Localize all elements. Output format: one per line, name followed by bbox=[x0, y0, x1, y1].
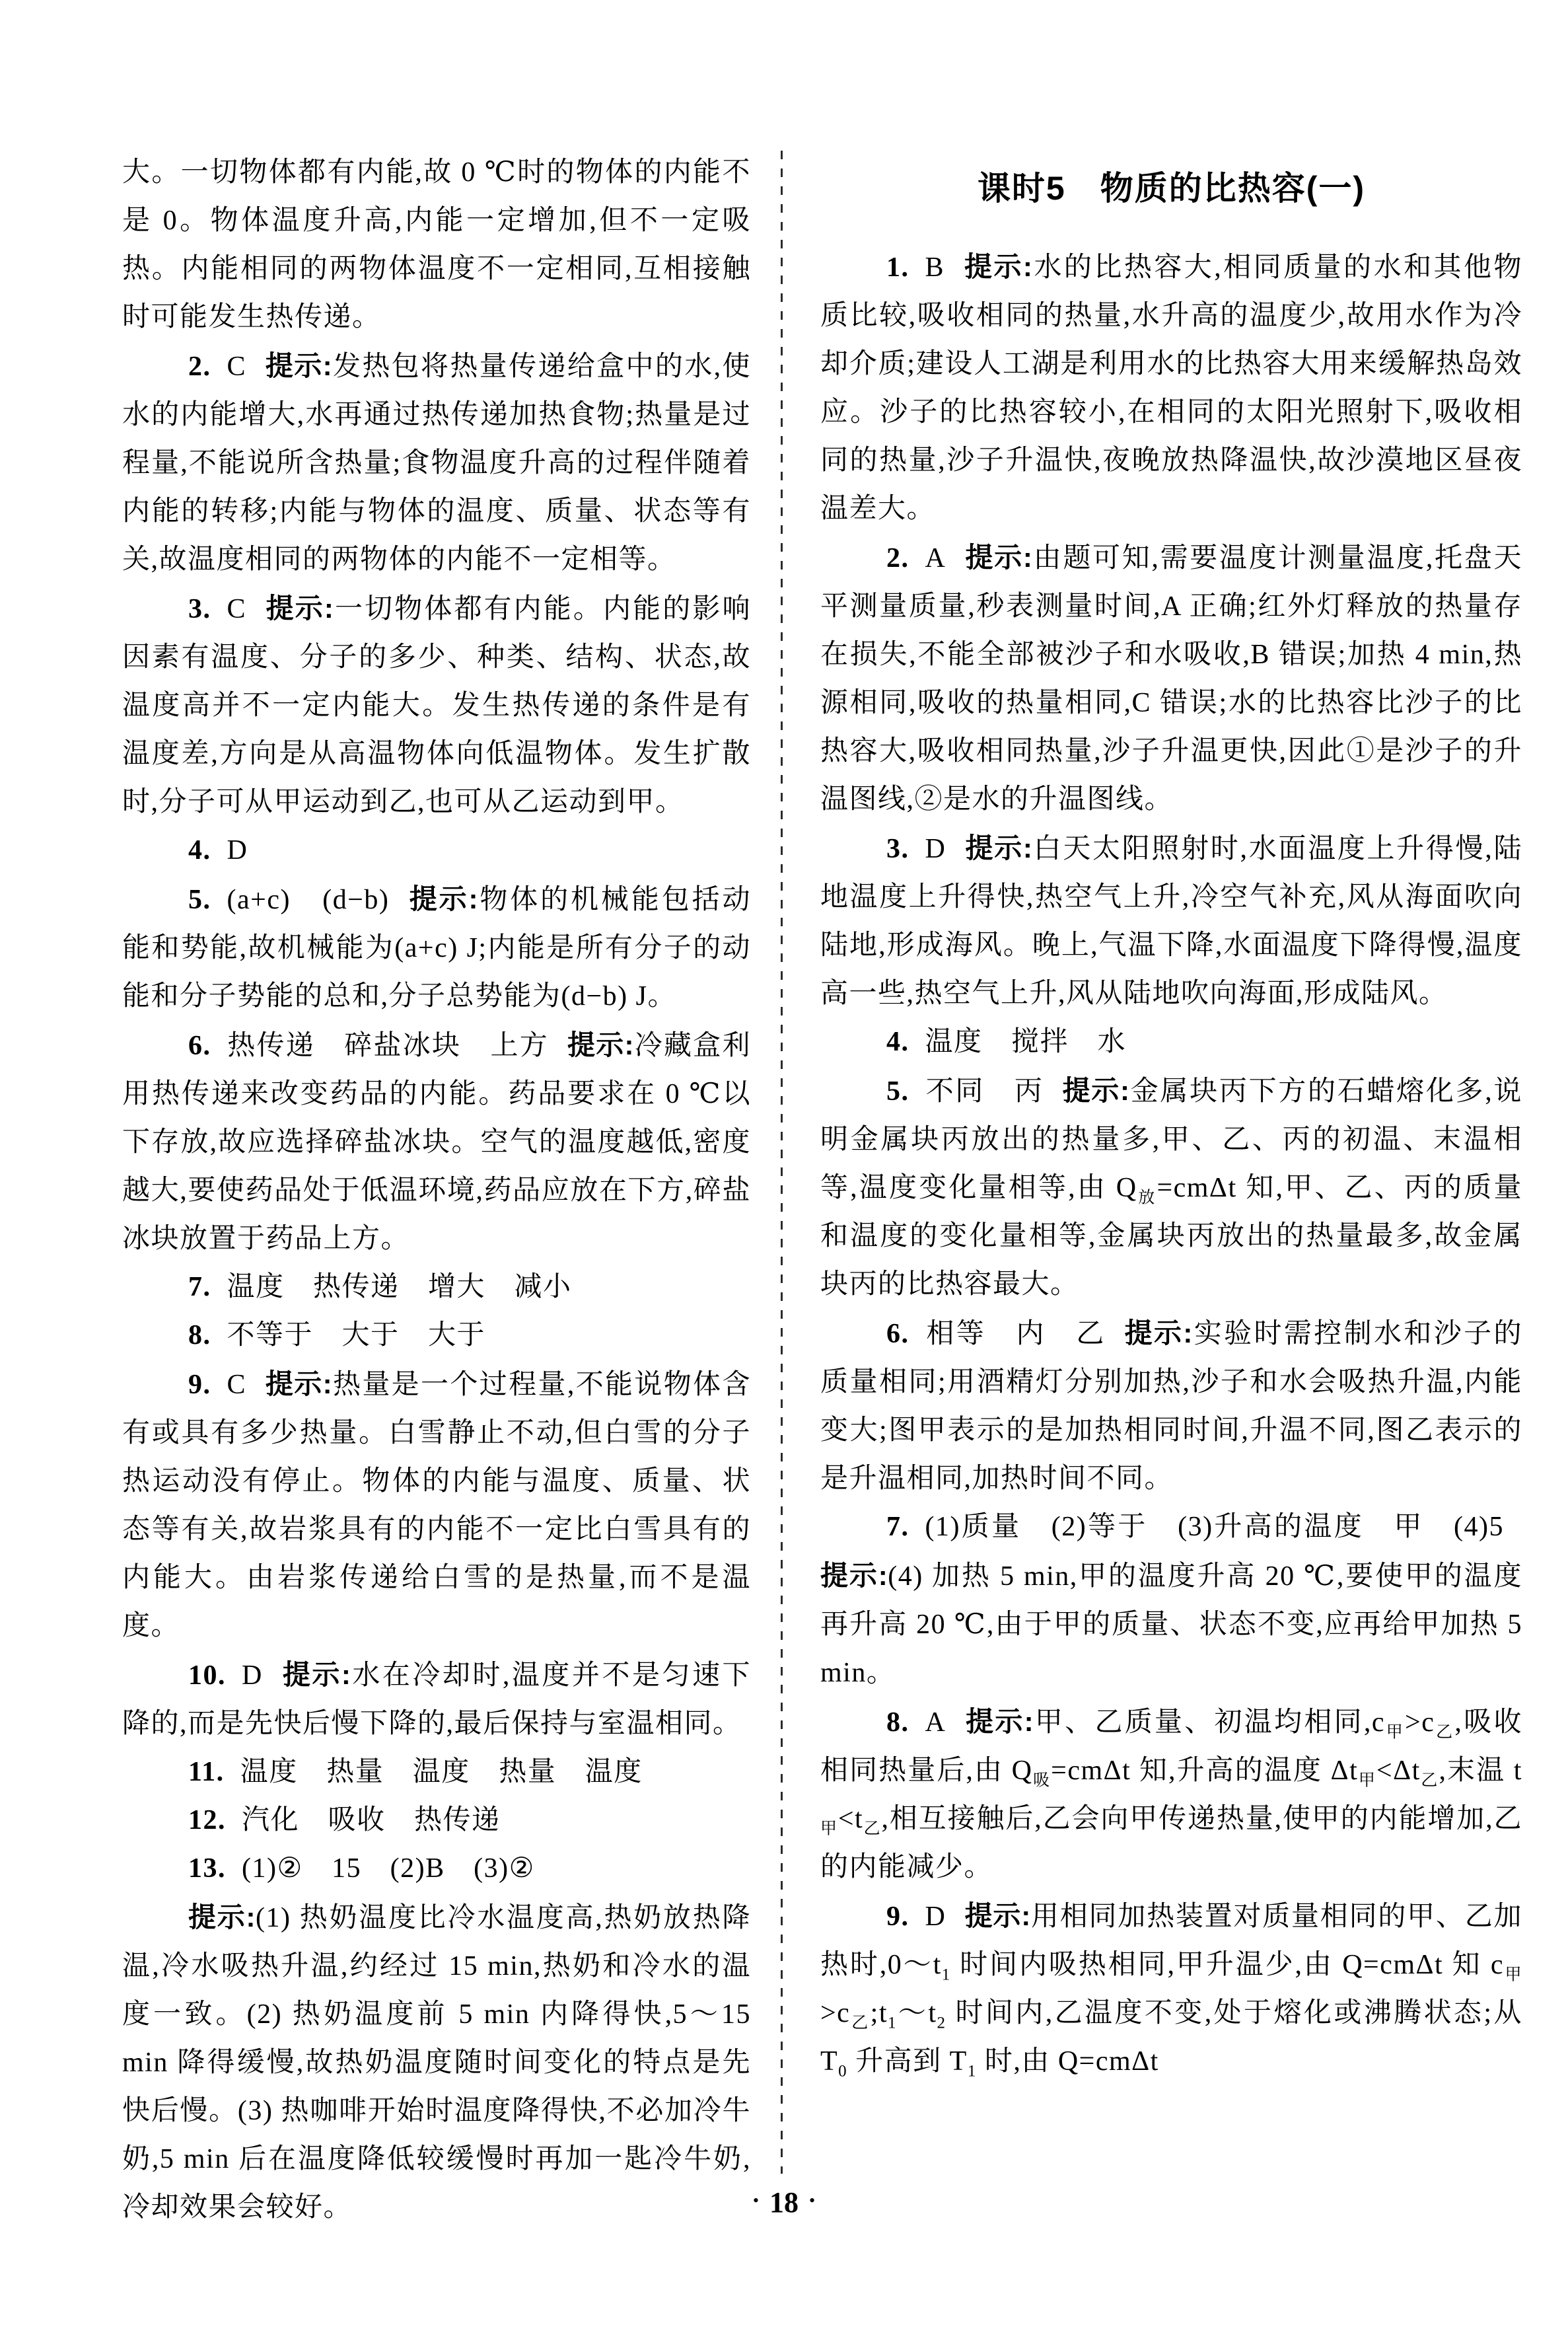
answer-paragraph bbox=[820, 1503, 1522, 1697]
hint-label: 提示: bbox=[408, 883, 479, 914]
question-number: 7. bbox=[188, 1272, 211, 1302]
question-number: 7. bbox=[886, 1512, 909, 1542]
question-number: 12. bbox=[188, 1805, 226, 1835]
answer-paragraph bbox=[820, 533, 1522, 824]
explanation-text: 由题可知,需要温度计测量温度,托盘天平测量质量,秒表测量时间,A 正确;红外灯释放的热量存在损失,不能全部被沙子和水吸收,B 错误;加热 4 min,热源相同,吸收的热量相同,C 错误;水的比热容比沙子的比热容大,吸收相同热量,沙子升温更快,因此①是沙子的升温图线,②是水的升温图线。 bbox=[820, 543, 1522, 815]
left-column bbox=[122, 149, 751, 2232]
hint-label: 提示: bbox=[281, 1659, 351, 1690]
explanation-text: 热量是一个过程量,不能说物体含有或具有多少热量。白雪静止不动,但白雪的分子热运动没有停止。物体的内能与温度、质量、状态等有关,故岩浆具有的内能不一定比白雪具有的内能大。由岩浆传递给白雪的是热量,而不是温度。 bbox=[122, 1370, 751, 1641]
question-number: 6. bbox=[188, 1031, 211, 1061]
answer-value: (1)② 15 (2)B (3)② bbox=[242, 1853, 535, 1884]
answer-value: 不等于 大于 大于 bbox=[227, 1320, 486, 1350]
page-number: 18 bbox=[769, 2186, 799, 2219]
answer-paragraph bbox=[820, 1066, 1522, 1309]
answer-value: C bbox=[227, 1370, 247, 1400]
hint-label: 提示: bbox=[265, 1368, 333, 1399]
hint-label: 提示: bbox=[964, 542, 1033, 573]
answer-value: 温度 搅拌 水 bbox=[925, 1027, 1127, 1057]
column-divider-dashed-line bbox=[781, 151, 783, 2174]
hint-label: 提示: bbox=[1124, 1317, 1193, 1348]
answer-paragraph bbox=[122, 1796, 751, 1845]
hint-label: 提示: bbox=[820, 1560, 888, 1591]
explanation-text: 大。一切物体都有内能,故 0 ℃时的物体的内能不是 0。物体温度升高,内能一定增加,但不一定吸热。内能相同的两物体温度不一定相同,互相接触时可能发生热传递。 bbox=[122, 157, 751, 332]
answer-value: (a+c) (d−b) bbox=[227, 885, 390, 915]
answer-paragraph bbox=[122, 1650, 751, 1748]
explanation-text: 水在冷却时,温度并不是匀速下降的,而是先快后慢下降的,最后保持与室温相同。 bbox=[122, 1660, 751, 1739]
answer-paragraph bbox=[122, 827, 751, 875]
explanation-text: 一切物体都有内能。内能的影响因素有温度、分子的多少、种类、结构、状态,故温度高并不一定内能大。发生热传递的条件是有温度差,方向是从高温物体向低温物体。发生扩散时,分子可从甲运动到乙,也可从乙运动到甲。 bbox=[122, 594, 751, 817]
question-number: 8. bbox=[886, 1707, 909, 1738]
question-number: 4. bbox=[886, 1027, 909, 1057]
question-number: 2. bbox=[188, 351, 211, 382]
hint-label: 提示: bbox=[964, 1706, 1034, 1737]
explanation-text: 白天太阳照射时,水面温度上升得慢,陆地温度上升得快,热空气上升,冷空气补充,风从海面吹向陆地,形成海风。晚上,气温下降,水面温度下降得慢,温度高一些,热空气上升,风从陆地吹向海面,形成陆风。 bbox=[820, 834, 1522, 1009]
answer-value: 相等 内 乙 bbox=[925, 1319, 1106, 1349]
explanation-text: 水的比热容大,相同质量的水和其他物质比较,吸收相同的热量,水升高的温度少,故用水作为冷却介质;建设人工湖是利用水的比热容大用来缓解热岛效应。沙子的比热容较小,在相同的太阳光照射下,吸收相同的热量,沙子升温快,夜晚放热降温快,故沙漠地区昼夜温差大。 bbox=[820, 252, 1522, 524]
hint-label: 提示: bbox=[188, 1901, 256, 1933]
hint-label: 提示: bbox=[964, 832, 1033, 864]
answer-value: A bbox=[925, 543, 946, 573]
hint-label: 提示: bbox=[963, 251, 1033, 282]
right-column bbox=[820, 149, 1522, 2086]
explanation-text: (4) 加热 5 min,甲的温度升高 20 ℃,要使甲的温度再升高 20 ℃,由于甲的质量、状态不变,应再给甲加热 5 min。 bbox=[820, 1561, 1522, 1688]
question-number: 10. bbox=[188, 1660, 226, 1691]
explanation-text: 物体的机械能包括动能和势能,故机械能为(a+c) J;内能是所有分子的动能和分子势能的总和,分子总势能为(d−b) J。 bbox=[122, 885, 751, 1012]
answer-value: 温度 热传递 增大 减小 bbox=[227, 1272, 572, 1302]
answer-value: D bbox=[925, 1901, 946, 1932]
explanation-text: 冷藏盒利用热传递来改变药品的内能。药品要求在 0 ℃以下存放,故应选择碎盐冰块。空气的温度越低,密度越大,要使药品处于低温环境,药品应放在下方,碎盐冰块放置于药品上方。 bbox=[122, 1031, 751, 1254]
answer-value: A bbox=[925, 1707, 946, 1738]
question-number: 5. bbox=[188, 885, 211, 915]
question-number: 4. bbox=[188, 835, 211, 866]
explanation-text: (1) 热奶温度比冷水温度高,热奶放热降温,冷水吸热升温,约经过 15 min,热奶和冷水的温度一致。(2) 热奶温度前 5 min 内降得快,5～15 min 降得缓慢,故热奶温度随时间变化的特点是先快后慢。(3) 热咖啡开始时温度降得快,不必加冷牛奶,5 min 后在温度降低较缓慢时再加一匙冷牛奶,冷却效果会较好。 bbox=[122, 1903, 751, 2223]
answer-value: D bbox=[242, 1660, 263, 1691]
answer-paragraph bbox=[820, 1892, 1522, 2086]
footer-right-dot: • bbox=[809, 2191, 816, 2210]
page-footer bbox=[0, 2186, 1568, 2219]
question-number: 6. bbox=[886, 1319, 909, 1349]
answer-paragraph bbox=[122, 342, 751, 584]
hint-label: 提示: bbox=[567, 1029, 634, 1060]
answer-value: (1)质量 (2)等于 (3)升高的温度 甲 (4)5 bbox=[925, 1512, 1504, 1542]
hint-label: 提示: bbox=[265, 350, 333, 381]
answer-value: 汽化 吸收 热传递 bbox=[242, 1805, 501, 1835]
question-number: 3. bbox=[188, 594, 211, 624]
explanation-text: 金属块丙下方的石蜡熔化多,说明金属块丙放出的热量多,甲、乙、丙的初温、末温相等,温度变化量相等,由 $Q_放=cm\Delta t$ 知,甲、乙、丙的质量和温度的变化量相等,金属块丙放出的热量最多,故金属块丙的比热容最大。 bbox=[820, 1076, 1522, 1300]
answer-value: 不同 丙 bbox=[925, 1076, 1044, 1107]
answer-value: D bbox=[227, 835, 248, 866]
answer-paragraph bbox=[820, 242, 1522, 533]
footer-left-dot: • bbox=[752, 2191, 759, 2210]
answer-paragraph bbox=[122, 1021, 751, 1263]
answer-value: B bbox=[925, 252, 945, 283]
answer-value: C bbox=[227, 594, 247, 624]
question-number: 13. bbox=[188, 1853, 226, 1884]
hint-label: 提示: bbox=[1062, 1075, 1130, 1106]
answer-paragraph bbox=[820, 1697, 1522, 1892]
answer-value: D bbox=[925, 834, 946, 864]
answer-paragraph bbox=[820, 1309, 1522, 1503]
answer-paragraph bbox=[122, 1263, 751, 1311]
answer-paragraph bbox=[122, 1845, 751, 1893]
answer-paragraph bbox=[122, 1748, 751, 1796]
explanation-text: 发热包将热量传递给盒中的水,使水的内能增大,水再通过热传递加热食物;热量是过程量,不能说所含热量;食物温度升高的过程伴随着内能的转移;内能与物体的温度、质量、状态等有关,故温度相同的两物体的内能不一定相等。 bbox=[122, 351, 751, 575]
question-number: 5. bbox=[886, 1076, 909, 1107]
hint-label: 提示: bbox=[265, 593, 334, 624]
question-number: 2. bbox=[886, 543, 909, 573]
answer-paragraph bbox=[122, 584, 751, 827]
question-number: 8. bbox=[188, 1320, 211, 1350]
answer-value: 温度 热量 温度 热量 温度 bbox=[240, 1757, 643, 1787]
answer-paragraph bbox=[122, 875, 751, 1021]
explanation-text: 用相同加热装置对质量相同的甲、乙加热时$,0\sim t_1$ 时间内吸热相同,甲升温少,由 Q=cmΔt 知 $c_甲>c_乙;t_1\sim t_2$ 时间内,乙温度不变,处于熔化或沸腾状态;从 $T_0$ 升高到 $T_1$ 时,由 Q=cmΔt bbox=[820, 1901, 1522, 2081]
question-number: 9. bbox=[188, 1370, 211, 1400]
answer-paragraph bbox=[122, 1311, 751, 1360]
answer-paragraph bbox=[122, 1893, 751, 2232]
explanation-text: 实验时需控制水和沙子的质量相同;用酒精灯分别加热,沙子和水会吸热升温,内能变大;图甲表示的是加热相同时间,升温不同,图乙表示的是升温相同,加热时间不同。 bbox=[820, 1319, 1522, 1494]
question-number: 9. bbox=[886, 1901, 909, 1932]
explanation-text: 甲、乙质量、初温均相同$,c_甲>c_乙$,吸收相同热量后,由 $Q_吸=cm\Delta t$ 知,升高的温度 $\Delta t_甲<\Delta t_乙$,末温 $t_甲<t_乙$,相互接触后,乙会向甲传递热量,使甲的内能增加,乙的内能减少。 bbox=[820, 1707, 1522, 1882]
question-number: 3. bbox=[886, 834, 909, 864]
answer-paragraph bbox=[122, 149, 751, 342]
question-number: 11. bbox=[188, 1757, 225, 1787]
hint-label: 提示: bbox=[964, 1900, 1031, 1931]
answer-paragraph bbox=[820, 824, 1522, 1018]
answer-value: C bbox=[227, 351, 247, 382]
answer-value: 热传递 碎盐冰块 上方 bbox=[227, 1031, 549, 1061]
section-title: 课时5 物质的比热容(一) bbox=[977, 170, 1366, 207]
answer-paragraph bbox=[122, 1360, 751, 1650]
question-number: 1. bbox=[886, 252, 909, 283]
answer-paragraph bbox=[820, 1018, 1522, 1066]
